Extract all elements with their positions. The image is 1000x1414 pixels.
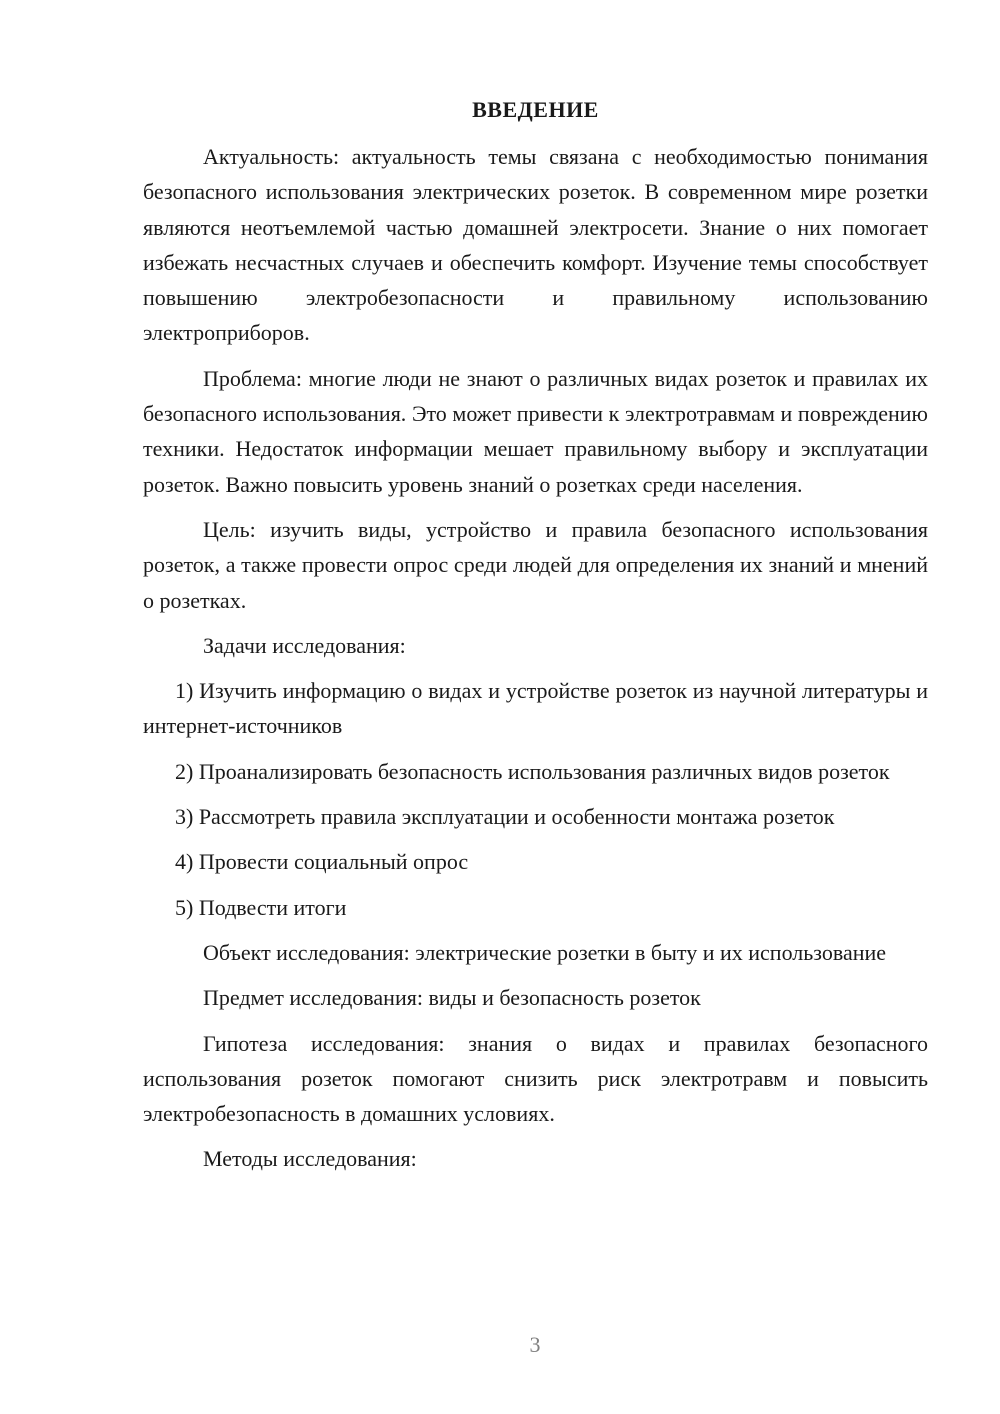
task-item-5: 5) Подвести итоги <box>175 894 347 920</box>
paragraph-hypothesis: Гипотеза исследования: знания о видах и правилах безопасного использования розеток помогают снизить риск электротравм и повысить электробезопасность в домашних условиях. <box>143 1030 928 1127</box>
page-title: ВВЕДЕНИЕ <box>472 97 599 122</box>
methods-heading: Методы исследования: <box>203 1146 417 1172</box>
task-item-4: 4) Провести социальный опрос <box>175 849 469 875</box>
paragraph-problem: Проблема: многие люди не знают о различных видах розеток и правилах их безопасного использования. Это может привести к электротравмам и повреждению техники. Недостаток информации мешает правильному выбору и эксплуатации розеток. Важно повысить уровень знаний о розетках среди населения. <box>143 365 928 497</box>
page-number: 3 <box>529 1332 541 1357</box>
task-item-3: 3) Рассмотреть правила эксплуатации и особенности монтажа розеток <box>175 804 835 830</box>
paragraph-relevance: Актуальность: актуальность темы связана с необходимостью понимания безопасного использования электрических розеток. В современном мире розетки являются неотъемлемой частью домашней электросети. Знание о них помогает избежать несчастных случаев и обеспечить комфорт. Изучение темы способствует повышению электробезопасности и правильному использованию электроприборов. <box>143 144 928 346</box>
page-content <box>143 92 928 1187</box>
task-item-2: 2) Проанализировать безопасность использования различных видов розеток <box>175 758 890 784</box>
paragraph-goal: Цель: изучить виды, устройство и правила безопасного использования розеток, а также провести опрос среди людей для определения их знаний и мнений о розетках. <box>143 516 928 613</box>
paragraph-subject: Предмет исследования: виды и безопасность розеток <box>203 985 701 1011</box>
tasks-heading: Задачи исследования: <box>203 632 406 658</box>
task-item-1: 1) Изучить информацию о видах и устройстве розеток из научной литературы и интернет-источников <box>143 678 928 739</box>
paragraph-object: Объект исследования: электрические розетки в быту и их использование <box>203 939 887 965</box>
